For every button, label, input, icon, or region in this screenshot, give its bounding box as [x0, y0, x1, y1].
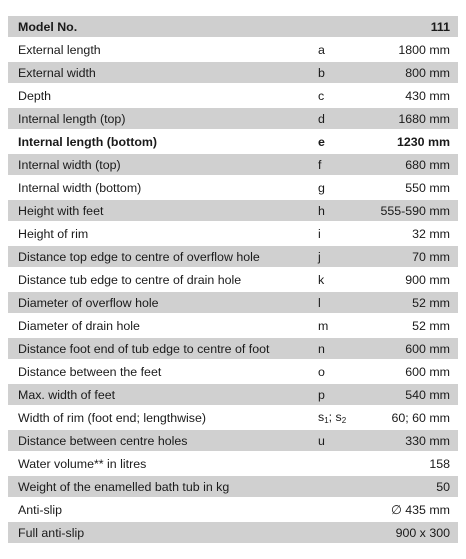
code-separator: ; s	[328, 410, 342, 424]
row-code: a	[314, 39, 368, 60]
row-code: f	[314, 154, 368, 175]
row-value: 800 mm	[368, 62, 458, 83]
row-value: 1680 mm	[368, 108, 458, 129]
row-value: ∅ 435 mm	[368, 499, 458, 520]
row-code: k	[314, 269, 368, 290]
row-label: Distance foot end of tub edge to centre of foot	[8, 338, 314, 359]
header-model-number: 111	[368, 16, 458, 37]
row-code	[314, 522, 368, 543]
row-label: Height with feet	[8, 200, 314, 221]
table-row	[8, 62, 458, 83]
header-code	[314, 16, 368, 37]
row-code: o	[314, 361, 368, 382]
row-code: p	[314, 384, 368, 405]
row-value: 600 mm	[368, 361, 458, 382]
row-value: 1230 mm	[368, 131, 458, 152]
row-value: 60; 60 mm	[368, 407, 458, 428]
row-code: i	[314, 223, 368, 244]
row-label: External width	[8, 62, 314, 83]
row-value: 550 mm	[368, 177, 458, 198]
row-code: j	[314, 246, 368, 267]
row-value: 900 mm	[368, 269, 458, 290]
row-value: 900 x 300	[368, 522, 458, 543]
row-value: 50	[368, 476, 458, 497]
table-row-highlighted	[8, 131, 458, 152]
row-value: 540 mm	[368, 384, 458, 405]
table-row	[8, 522, 458, 543]
table-row	[8, 154, 458, 175]
table-row	[8, 499, 458, 520]
table-row	[8, 361, 458, 382]
row-label: Max. width of feet	[8, 384, 314, 405]
row-label: Full anti-slip	[8, 522, 314, 543]
row-value: 52 mm	[368, 292, 458, 313]
code-main: s	[318, 410, 325, 424]
row-code	[314, 476, 368, 497]
row-label: Diameter of drain hole	[8, 315, 314, 336]
row-label: Internal width (bottom)	[8, 177, 314, 198]
row-value: 1800 mm	[368, 39, 458, 60]
table-row	[8, 407, 458, 428]
row-label: Water volume** in litres	[8, 453, 314, 474]
row-code-subscript	[314, 407, 368, 428]
table-row	[8, 39, 458, 60]
row-value: 430 mm	[368, 85, 458, 106]
table-row	[8, 453, 458, 474]
row-value: 555-590 mm	[368, 200, 458, 221]
table-row	[8, 430, 458, 451]
table-row	[8, 108, 458, 129]
row-code: b	[314, 62, 368, 83]
row-value: 70 mm	[368, 246, 458, 267]
row-label: Distance tub edge to centre of drain hole	[8, 269, 314, 290]
row-code: n	[314, 338, 368, 359]
row-label: Diameter of overflow hole	[8, 292, 314, 313]
table-row	[8, 292, 458, 313]
table-row	[8, 85, 458, 106]
table-row	[8, 384, 458, 405]
row-code	[314, 499, 368, 520]
row-value: 52 mm	[368, 315, 458, 336]
row-label: Distance between the feet	[8, 361, 314, 382]
row-code: u	[314, 430, 368, 451]
table-row	[8, 200, 458, 221]
specification-table	[8, 14, 458, 545]
row-code: c	[314, 85, 368, 106]
row-value: 158	[368, 453, 458, 474]
row-code: e	[314, 131, 368, 152]
table-row	[8, 269, 458, 290]
row-label: Internal length (bottom)	[8, 131, 314, 152]
row-label: Distance between centre holes	[8, 430, 314, 451]
row-label: Internal width (top)	[8, 154, 314, 175]
row-label: Weight of the enamelled bath tub in kg	[8, 476, 314, 497]
row-label: Distance top edge to centre of overflow hole	[8, 246, 314, 267]
row-label: External length	[8, 39, 314, 60]
row-code	[314, 453, 368, 474]
table-row	[8, 476, 458, 497]
code-subscript-1: 1	[324, 416, 329, 425]
code-subscript-2: 2	[341, 416, 347, 425]
row-label: Width of rim (foot end; lengthwise)	[8, 407, 314, 428]
row-label: Height of rim	[8, 223, 314, 244]
header-label: Model No.	[8, 16, 314, 37]
row-value: 680 mm	[368, 154, 458, 175]
row-code: g	[314, 177, 368, 198]
row-code: m	[314, 315, 368, 336]
row-value: 32 mm	[368, 223, 458, 244]
table-row	[8, 315, 458, 336]
row-label: Depth	[8, 85, 314, 106]
table-row	[8, 177, 458, 198]
table-row	[8, 338, 458, 359]
table-row	[8, 223, 458, 244]
table-header-row	[8, 16, 458, 37]
row-code: d	[314, 108, 368, 129]
row-label: Internal length (top)	[8, 108, 314, 129]
row-label: Anti-slip	[8, 499, 314, 520]
table-row	[8, 246, 458, 267]
row-value: 600 mm	[368, 338, 458, 359]
row-code: l	[314, 292, 368, 313]
row-code: h	[314, 200, 368, 221]
row-value: 330 mm	[368, 430, 458, 451]
